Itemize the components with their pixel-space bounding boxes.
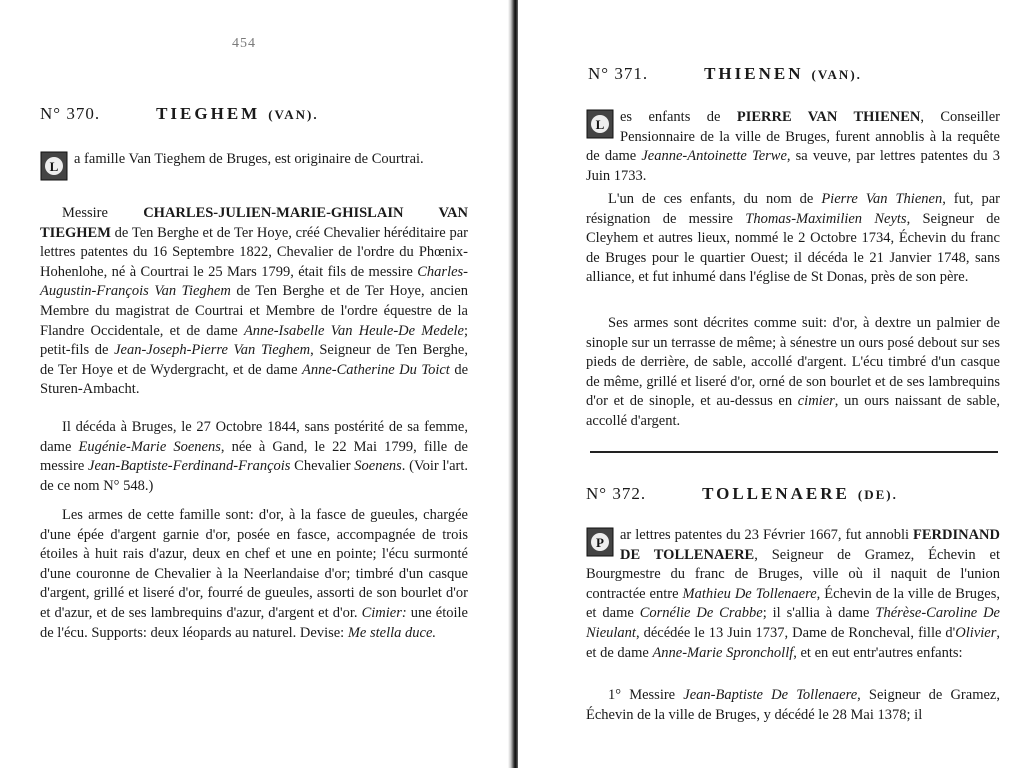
- paragraph-origin: L a famille Van Tieghem de Bruges, est originaire de Courtrai.: [40, 150, 468, 181]
- entry-particle: (DE).: [857, 487, 898, 502]
- entry-heading-372: [586, 484, 898, 504]
- entry-particle: (VAN).: [811, 67, 862, 82]
- entry-number: N° 370.: [40, 104, 101, 123]
- entry-heading-370: [40, 104, 319, 124]
- section-divider: [590, 451, 998, 453]
- entry-particle: (VAN).: [268, 107, 319, 122]
- entry-heading-371: [588, 64, 862, 84]
- paragraph-child-372: 1° Messire Jean-Baptiste De Tollenaere, Seigneur de Gramez, Échevin de la ville de Bruges, y décédé le 28 Mai 1378; il: [586, 687, 1000, 723]
- ornate-dropcap-icon: [40, 151, 68, 181]
- entry-name: TIEGHEM: [156, 104, 261, 123]
- entry-number: N° 372.: [586, 484, 647, 503]
- paragraph-death: Il décéda à Bruges, le 27 Octobre 1844, sans postérité de sa femme, dame Eugénie-Marie Soenens, née à Gand, le 22 Mai 1799, fille de messire Jean-Baptiste-Ferdinand-François Chevalier Soenens. (Voir l'art. de ce nom N° 548.): [40, 419, 468, 494]
- paragraph-genealogy: Messire CHARLES-JULIEN-MARIE-GHISLAIN VAN TIEGHEM de Ten Berghe et de Ter Hoye, créé Chevalier héréditaire par lettres patentes du 16 Septembre 1822, Chevalier de l'ordre du Phœnix-Hohenlohe, né à Courtrai le 25 Mars 1799, était fils de messire Charles-Augustin-François Van Tieghem de Ten Berghe et de Ter Hoye, ancien Membre du magistrat de Courtrai et Membre de l'ordre équestre de la Flandre Occidentale, et de dame Anne-Isabelle Van Heule-De Medele; petit-fils de Jean-Joseph-Pierre Van Tieghem, Seigneur de Ten Berghe, de Ter Hoye et de Wydergracht, et de dame Anne-Catherine Du Toict de Sturen-Ambacht.: [40, 205, 469, 398]
- ornate-dropcap-icon: [586, 527, 614, 557]
- paragraph-arms: Les armes de cette famille sont: d'or, à la fasce de gueules, chargée d'une épée d'argent garnie d'or, posée en fasce, accompagnée de trois étoiles à huit rais d'azur, deux en chef et une en pointe; l'écu surmonté d'une couronne de Chevalier à la Neerlandaise d'or; timbré d'un casque d'argent, grillé et liseré d'or, fourré de gueules, assorti de son bourlet d'or et d'azur, et de ses lambrequins d'azur, d'argent et d'or. Cimier: une étoile de l'écu. Supports: deux léopards au naturel. Devise: Me stella duce.: [40, 507, 468, 641]
- entry-name: THIENEN: [704, 64, 804, 83]
- svg-text:L: L: [595, 117, 605, 132]
- ornate-dropcap-icon: [586, 109, 614, 139]
- right-page: [518, 0, 1014, 768]
- svg-text:L: L: [49, 159, 59, 174]
- paragraph-son-371: L'un de ces enfants, du nom de Pierre Van Thienen, fut, par résignation de messire Thomas-Maximilien Neyts, Seigneur de Cleyhem et autres lieux, nommé le 2 Octobre 1734, Échevin du franc de Bruges pour le quartier Ouest; il décéda le 21 Janvier 1748, sans alliance, et fut inhumé dans l'église de St Donas, près de son père.: [586, 191, 1000, 286]
- paragraph-ennoblement-372: P ar lettres patentes du 23 Février 1667, fut annobli FERDINAND DE TOLLENAERE, Seigneur de Gramez, Échevin et Bourgmestre du franc de Bruges, ville où il naquit de l'union contractée entre Mathieu De Tollenaere, Échevin de la ville de Bruges, et dame Cornélie De Crabbe; il s'allia à dame Thérèse-Caroline De Nieulant, décédée le 13 Juin 1737, Dame de Roncheval, fille d'Olivier, et de dame Anne-Marie Spronchollf, et en eut entr'autres enfants:: [586, 527, 1001, 661]
- paragraph-ennoblement-371: L es enfants de PIERRE VAN THIENEN, Conseiller Pensionnaire de la ville de Bruges, furent annoblis à la requête de dame Jeanne-Antoinette Terwe, sa veuve, par lettres patentes du 3 Juin 1733.: [586, 109, 1000, 184]
- svg-text:P: P: [596, 535, 604, 550]
- entry-name: TOLLENAERE: [702, 484, 850, 503]
- paragraph-arms-371: Ses armes sont décrites comme suit: d'or, à dextre un palmier de sinople sur un terrasse de même; à sénestre un ours posé debout sur ses pieds de derrière, de sable, accollé d'argent. L'écu timbré d'un casque de même, grillé et liseré d'or, orné de son bourlet et de ses lambrequins d'or et de sinople, et au-dessus en cimier, un ours naissant de sable, accollé d'argent.: [586, 315, 1000, 429]
- entry-number: N° 371.: [588, 64, 649, 83]
- page-number: 454: [232, 36, 256, 51]
